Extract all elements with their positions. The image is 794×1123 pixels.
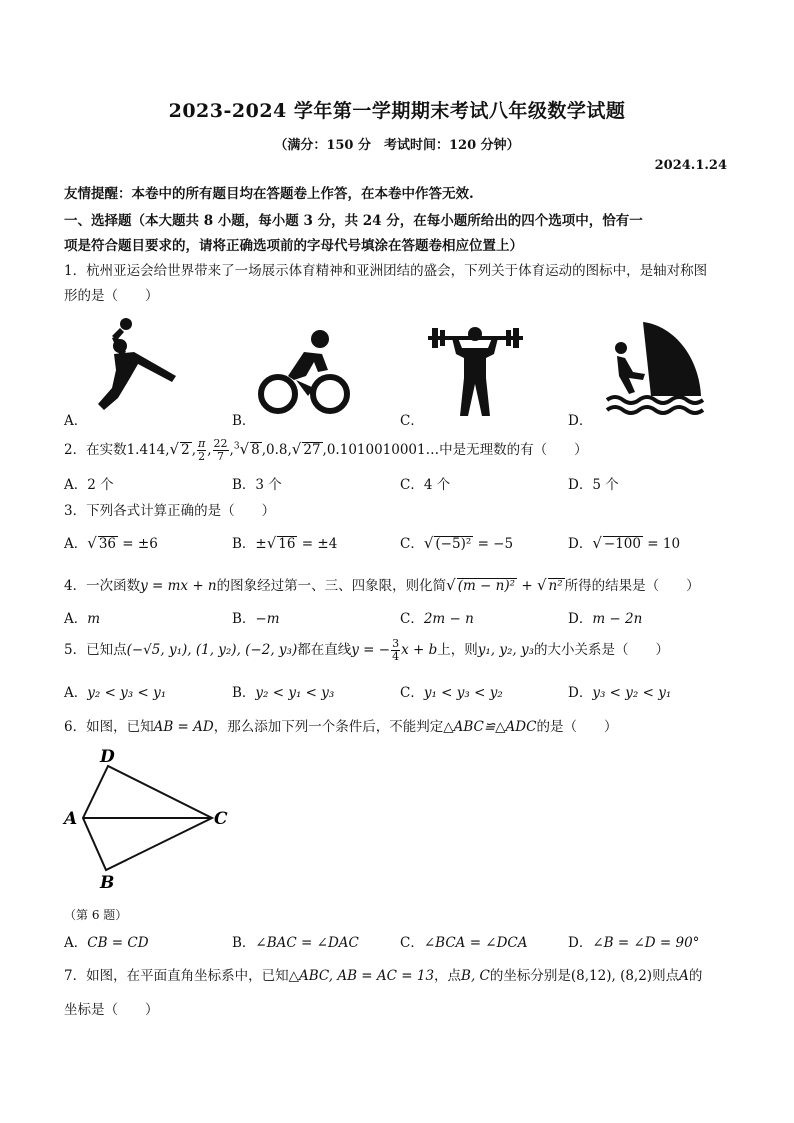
q2-cube-index: 3: [233, 441, 240, 452]
q5-line-left: y = −: [351, 642, 391, 658]
q2-option-a[interactable]: A．2 个: [64, 477, 114, 493]
q3-c-radicand: (−5)²: [435, 536, 472, 552]
sqrt-sign: √: [239, 440, 250, 458]
q6-a-label: A．: [64, 935, 88, 951]
q5-option-b[interactable]: [232, 681, 334, 701]
q4-option-a[interactable]: [64, 607, 100, 627]
q6-option-b[interactable]: [232, 931, 359, 951]
q5-points: (−√5, y₁), (1, y₂), (−2, y₃): [126, 642, 298, 658]
q3-a-label: A．: [64, 536, 88, 552]
q2-tail: 0.1010010001…: [326, 442, 440, 458]
q5-option-d[interactable]: [568, 681, 671, 701]
sqrt-sign: √: [446, 576, 456, 594]
q3-a-rest: = ±6: [122, 536, 158, 552]
q4-c-label: C．: [400, 611, 424, 627]
q1-option-c[interactable]: C．: [400, 413, 424, 429]
q7-p3: 的坐标分别是: [489, 968, 571, 984]
sqrt-sign: √: [592, 534, 602, 552]
q3-a-radicand: 36: [98, 536, 116, 552]
q2-option-b[interactable]: B．3 个: [232, 477, 282, 493]
q4-c-value: 2m − n: [423, 611, 474, 627]
q4-a-value: m: [87, 611, 101, 627]
q5-b-label: B．: [232, 685, 256, 701]
q4-rad1: (m − n)²: [457, 578, 516, 594]
q2-sep: ,: [207, 442, 212, 458]
q4-option-d[interactable]: [568, 607, 642, 627]
sqrt-sign: √: [169, 440, 180, 458]
q2-cbrt8: 8: [251, 442, 260, 458]
q5-c-value: y₁ < y₃ < y₂: [423, 685, 503, 701]
q2-n1: 1.414: [126, 442, 166, 458]
q3-c-rest: = −5: [477, 536, 514, 552]
sqrt-sign: √: [536, 576, 547, 594]
q7-p2: ，点: [434, 968, 462, 984]
q2-repeating: 0.8: [266, 442, 288, 458]
q4-plus: +: [521, 578, 533, 594]
q4-option-c[interactable]: [400, 607, 474, 627]
q5-fraction: [391, 638, 400, 663]
q2-n22: 22: [213, 437, 228, 450]
q7-p4: 则点: [652, 968, 680, 984]
sqrt-sign: √: [87, 534, 97, 552]
sqrt-sign: √: [266, 534, 277, 552]
q6-option-a[interactable]: [64, 931, 149, 951]
exam-subtitle: （满分：150 分 考试时间：120 分钟）: [274, 138, 520, 153]
q6-option-c[interactable]: [400, 931, 528, 951]
q1-stem-line1: 1．杭州亚运会给世界带来了一场展示体育精神和亚洲团结的盛会，下列关于体育运动的图标中，是轴对称图: [64, 263, 708, 279]
q4-rad2: n²: [548, 578, 563, 594]
volleyball-player-icon: [90, 318, 180, 413]
q6-a-value: CB = CD: [87, 935, 149, 951]
q6-p3: 的是（ ）: [536, 719, 618, 735]
q2-seven: 7: [217, 450, 225, 463]
q3-c-label: C．: [400, 536, 424, 552]
q2-sep: ,: [165, 442, 170, 458]
q7-stem-line2: 坐标是（ ）: [64, 1002, 159, 1018]
q3-option-c[interactable]: [400, 532, 513, 552]
q6-p2: ，那么添加下列一个条件后，不能判定: [213, 719, 444, 735]
q6-triangles: △ABC≌△ADC: [443, 719, 537, 735]
section1-line2: 项是符合题目要求的，请将正确选项前的字母代号填涂在答题卷相应位置上）: [64, 238, 523, 254]
q1-option-a[interactable]: A．: [64, 413, 88, 429]
q7-point-a: A: [679, 968, 689, 984]
q5-c-label: C．: [400, 685, 424, 701]
q4-d-label: D．: [568, 611, 593, 627]
q6-stem: [64, 715, 617, 735]
q6-figure: [62, 742, 242, 892]
sqrt-sign: √: [423, 534, 434, 552]
q5-b-value: y₂ < y₁ < y₃: [255, 685, 335, 701]
q2-sep: ,: [191, 442, 196, 458]
q3-option-d[interactable]: [568, 532, 680, 552]
section1-line1: 一、选择题（本大题共 8 小题，每小题 3 分，共 24 分，在每小题所给出的四个选项中，恰有一: [64, 213, 643, 229]
label-d: D: [100, 747, 115, 767]
q1-option-d[interactable]: D．: [568, 413, 593, 429]
q5-d-label: D．: [568, 685, 593, 701]
q6-c-label: C．: [400, 935, 424, 951]
q1-option-b[interactable]: B．: [232, 413, 256, 429]
q6-cond: AB = AD: [153, 719, 214, 735]
q5-stem: [64, 638, 669, 663]
q3-d-label: D．: [568, 536, 593, 552]
q2-sqrt27: 27: [303, 442, 321, 458]
q4-b-label: B．: [232, 611, 256, 627]
q6-d-value: ∠B = ∠D = 90°: [592, 935, 700, 951]
q5-a-value: y₂ < y₃ < y₁: [87, 685, 167, 701]
q2-pi: π: [198, 437, 206, 450]
q3-b-radicand: 16: [278, 536, 296, 552]
q3-d-rest: = 10: [647, 536, 681, 552]
q5-vars: y₁, y₂, y₃: [477, 642, 534, 658]
cyclist-icon: [258, 330, 353, 415]
q5-option-a[interactable]: [64, 681, 166, 701]
q7-p5: 的: [688, 968, 703, 984]
q2-suffix: 中是无理数的有（ ）: [439, 442, 588, 458]
q1-stem-line2: 形的是（ ）: [64, 288, 159, 304]
q2-sep: ,: [322, 442, 327, 458]
windsurfer-icon: [605, 318, 705, 413]
q2-22-over-7: [213, 438, 229, 463]
q5-frac-den: 4: [392, 650, 400, 663]
notice: 友情提醒：本卷中的所有题目均在答题卷上作答，在本卷中作答无效.: [64, 186, 474, 202]
q2-option-d[interactable]: D．5 个: [568, 477, 619, 493]
q2-stem: [64, 438, 588, 463]
q4-a-label: A．: [64, 611, 88, 627]
q5-d-value: y₃ < y₂ < y₁: [592, 685, 672, 701]
q2-option-c[interactable]: C．4 个: [400, 477, 451, 493]
q2-prefix: 2．在实数: [64, 442, 127, 458]
q6-p1: 6．如图，已知: [64, 719, 154, 735]
q3-stem: 3．下列各式计算正确的是（ ）: [64, 503, 276, 519]
sqrt-sign: √: [291, 440, 302, 458]
q5-p4: 的大小关系是（ ）: [534, 642, 669, 658]
q5-p2: 都在直线: [297, 642, 352, 658]
q3-b-rest: = ±4: [301, 536, 338, 552]
q5-a-label: A．: [64, 685, 88, 701]
q4-d-value: m − 2n: [592, 611, 643, 627]
q7-p1: 7．如图，在平面直角坐标系中，已知: [64, 968, 289, 984]
q6-b-label: B．: [232, 935, 256, 951]
q4-func: y = mx + n: [140, 578, 217, 594]
q2-sep: ,: [229, 442, 234, 458]
q5-frac-num: 3: [392, 637, 400, 650]
q2-sep: ,: [261, 442, 267, 458]
q3-b-label: B．: [232, 536, 256, 552]
q4-stem: [64, 574, 700, 594]
exam-date: 2024.1.24: [654, 158, 727, 173]
q4-p3: 所得的结果是（ ）: [564, 578, 700, 594]
q6-option-d[interactable]: [568, 931, 699, 951]
q7-coords: (8,12), (8,2): [570, 968, 653, 984]
q3-b-pm: ±: [255, 536, 267, 552]
q7-points: B, C: [461, 968, 490, 984]
q3-option-b[interactable]: [232, 532, 337, 552]
q2-sep: ,: [287, 442, 292, 458]
q3-option-a[interactable]: [64, 532, 158, 552]
label-a: A: [64, 809, 78, 829]
q5-p1: 5．已知点: [64, 642, 127, 658]
label-b: B: [100, 873, 115, 893]
q3-d-radicand: −100: [603, 536, 641, 552]
q2-sqrt2: 2: [181, 442, 190, 458]
q4-b-value: −m: [255, 611, 280, 627]
q5-line-right: x + b: [401, 642, 438, 658]
weightlifter-icon: [428, 322, 523, 417]
q2-two: 2: [198, 450, 206, 463]
exam-title: 2023-2024 学年第一学期期末考试八年级数学试题: [168, 100, 626, 122]
q5-p3: 上，则: [437, 642, 478, 658]
q7-cond: △ABC, AB = AC = 13: [288, 968, 435, 984]
q2-pi-over-2: [197, 438, 206, 463]
q6-c-value: ∠BCA = ∠DCA: [423, 935, 528, 951]
q6-d-label: D．: [568, 935, 593, 951]
q6-caption: （第 6 题）: [64, 908, 128, 922]
q6-b-value: ∠BAC = ∠DAC: [255, 935, 359, 951]
q4-option-b[interactable]: [232, 607, 280, 627]
q4-p2: 的图象经过第一、三、四象限，则化简: [216, 578, 447, 594]
label-c: C: [214, 809, 228, 829]
q4-p1: 4．一次函数: [64, 578, 141, 594]
q5-option-c[interactable]: [400, 681, 503, 701]
q7-stem-line1: [64, 964, 702, 984]
